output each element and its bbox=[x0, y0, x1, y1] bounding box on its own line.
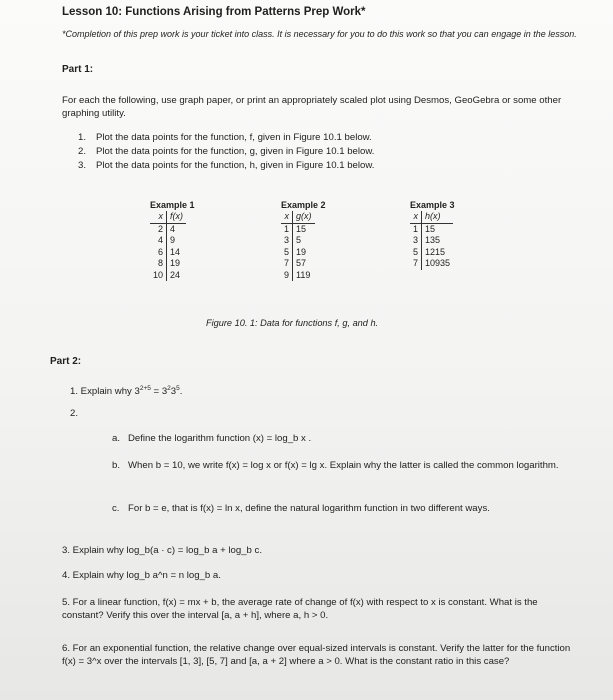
column-header-y: f(x) bbox=[167, 211, 187, 223]
x-value: 7 bbox=[281, 258, 293, 270]
example-1-table bbox=[150, 200, 195, 281]
x-value: 5 bbox=[410, 247, 422, 259]
y-value: 24 bbox=[170, 269, 181, 280]
question-2c: For b = e, that is f(x) = ln x, define the natural logarithm function in two different ways. bbox=[128, 503, 490, 514]
table-row bbox=[281, 270, 315, 282]
example-title: Example 1 bbox=[150, 200, 195, 210]
part1-heading: Part 1: bbox=[62, 64, 94, 75]
x-value: 4 bbox=[150, 235, 167, 247]
y-value: 135 bbox=[425, 235, 441, 245]
example-title: Example 3 bbox=[410, 200, 455, 210]
x-value: 1 bbox=[410, 223, 422, 235]
x-value: 9 bbox=[281, 270, 293, 282]
question-2-number: 2. bbox=[70, 408, 79, 419]
question-2b: When b = 10, we write f(x) = log x or f(x) = lg x. Explain why the latter is called the common logarithm. bbox=[128, 460, 559, 471]
lesson-title: Lesson 10: Functions Arising from Patterns Prep Work* bbox=[62, 6, 366, 18]
part1-intro: For each the following, use graph paper, or print an appropriately scaled plot using Desmos, GeoGebra or some other graphing utility. bbox=[62, 95, 562, 119]
table-row bbox=[410, 235, 453, 247]
list-item: 3. Plot the data points for the function, h, given in Figure 10.1 below. bbox=[78, 160, 375, 171]
example-title: Example 2 bbox=[281, 200, 326, 210]
table-row bbox=[150, 247, 186, 259]
table-header-row bbox=[281, 211, 315, 223]
figure-caption: Figure 10. 1: Data for functions f, g, and h. bbox=[206, 318, 379, 328]
table-row bbox=[281, 235, 315, 247]
column-header-y: g(x) bbox=[293, 211, 315, 223]
list-item: 2. Plot the data points for the function, g, given in Figure 10.1 below. bbox=[78, 146, 375, 157]
table-row bbox=[281, 247, 315, 259]
question-2c-label: c. bbox=[112, 503, 120, 514]
question-5: 5. For a linear function, f(x) = mx + b, the average rate of change of f(x) with respect to x is constant. What is the constant? Verify this over the interval [a, a + h], where a, h > 0. bbox=[62, 597, 538, 621]
x-value: 2 bbox=[150, 223, 167, 235]
y-value: 15 bbox=[425, 223, 436, 234]
y-value: 4 bbox=[170, 223, 176, 234]
question-6: 6. For an exponential function, the relative change over equal-sized intervals is constant. Verify the latter for the function f(x) = 3^x over the intervals [1, 3], [5, 7] and [a, a + 2] where a > 0. What is the constant ratio in this case? bbox=[62, 643, 571, 667]
column-header-y: h(x) bbox=[422, 211, 454, 223]
y-value: 119 bbox=[296, 269, 311, 280]
table-row bbox=[410, 223, 453, 235]
question-2a-label: a. bbox=[112, 433, 121, 444]
prep-note: *Completion of this prep work is your ticket into class. It is necessary for you to do this work so that you can engage in the lesson. bbox=[62, 29, 577, 39]
x-value: 3 bbox=[410, 235, 422, 247]
table-header-row bbox=[410, 211, 453, 223]
column-header-x: x bbox=[410, 211, 422, 223]
table-header-row bbox=[150, 211, 186, 223]
table-row bbox=[150, 258, 186, 270]
table-row bbox=[410, 247, 453, 259]
y-value: 10935 bbox=[425, 258, 451, 268]
column-header-x: x bbox=[150, 211, 167, 223]
y-value: 1215 bbox=[425, 246, 446, 257]
table-row bbox=[150, 270, 186, 282]
x-value: 10 bbox=[150, 270, 167, 282]
question-1: 1. Explain why $3^{2+5} = 3^23^5$. bbox=[70, 385, 183, 398]
x-value: 3 bbox=[281, 235, 293, 247]
question-4: 4. Explain why log_b a^n = n log_b a. bbox=[62, 570, 221, 581]
y-value: 9 bbox=[170, 235, 176, 245]
part2-heading: Part 2: bbox=[50, 356, 82, 367]
x-value: 8 bbox=[150, 258, 167, 270]
x-value: 1 bbox=[281, 223, 293, 235]
table-row bbox=[150, 235, 186, 247]
part1-list bbox=[78, 131, 374, 173]
x-value: 5 bbox=[281, 247, 293, 259]
y-value: 19 bbox=[170, 258, 181, 268]
y-value: 15 bbox=[296, 223, 307, 234]
y-value: 14 bbox=[170, 246, 181, 257]
y-value: 57 bbox=[296, 258, 307, 268]
y-value: 19 bbox=[296, 246, 307, 257]
column-header-x: x bbox=[281, 211, 293, 223]
question-2a: Define the logarithm function (x) = log_b x . bbox=[128, 433, 312, 444]
question-3: 3. Explain why log_b(a · c) = log_b a + log_b c. bbox=[62, 545, 262, 556]
table-row bbox=[150, 223, 186, 235]
x-value: 7 bbox=[410, 258, 422, 270]
y-value: 5 bbox=[296, 235, 302, 245]
example-3-table bbox=[410, 200, 455, 270]
table-row bbox=[410, 258, 453, 270]
question-2b-label: b. bbox=[112, 460, 121, 471]
example-2-table bbox=[281, 200, 326, 281]
table-row bbox=[281, 258, 315, 270]
list-item: 1. Plot the data points for the function, f, given in Figure 10.1 below. bbox=[78, 132, 372, 143]
table-row bbox=[281, 223, 315, 235]
x-value: 6 bbox=[150, 247, 167, 259]
